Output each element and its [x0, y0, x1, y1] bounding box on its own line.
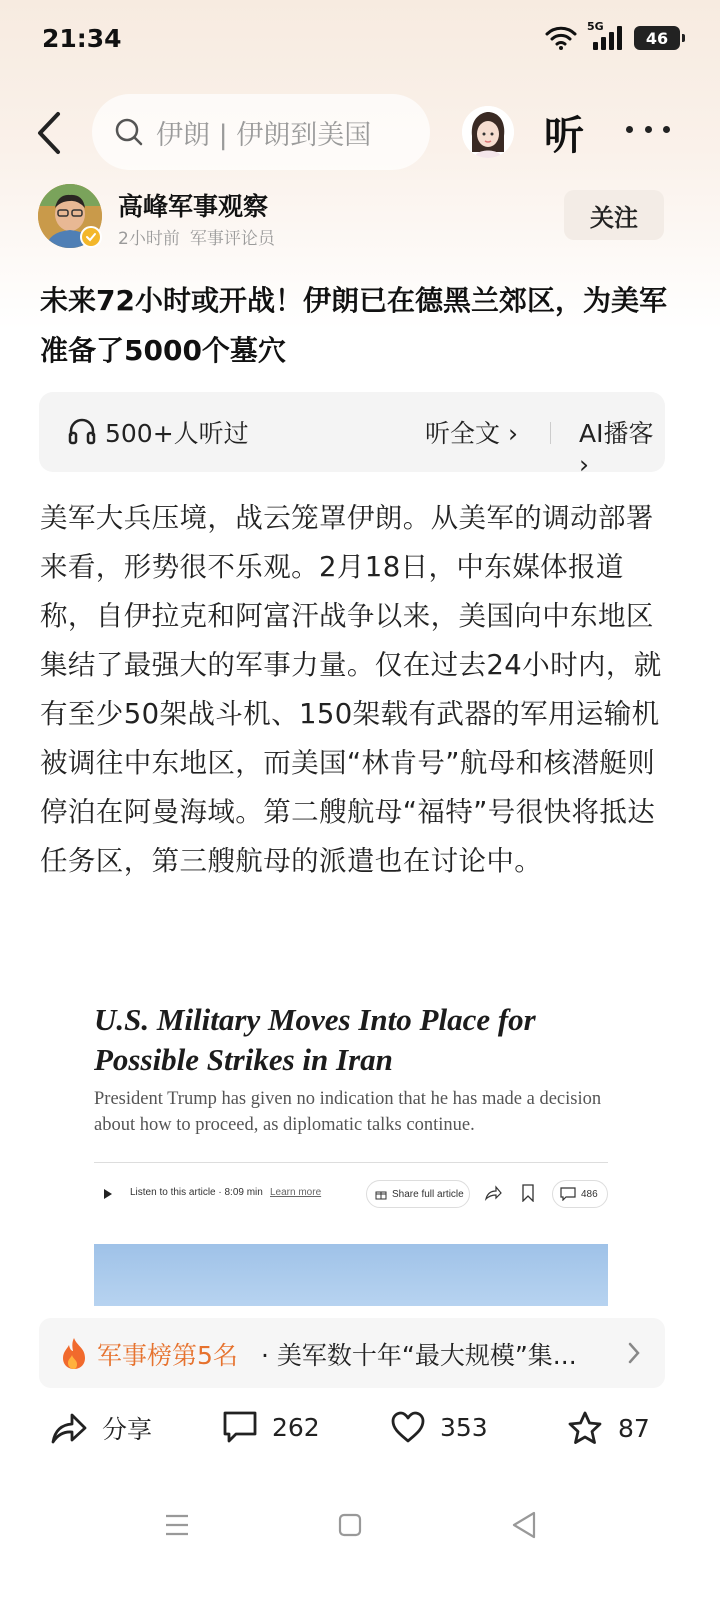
comment-button[interactable]: [222, 1410, 320, 1444]
ranking-title-text: 美军数十年“最大规模”集...: [276, 1341, 577, 1370]
divider: [94, 1162, 608, 1163]
chevron-right-icon: ›: [500, 419, 518, 448]
fire-icon: [59, 1336, 89, 1370]
embed-toolbar: [94, 1180, 608, 1208]
status-icons: [545, 20, 680, 50]
more-options-icon[interactable]: [626, 114, 670, 144]
battery-icon: [634, 26, 680, 50]
embed-listen-text: Listen to this article · 8:09 min: [130, 1187, 263, 1198]
divider: [550, 422, 551, 444]
assistant-avatar-icon[interactable]: [462, 106, 514, 158]
share-button[interactable]: [50, 1410, 152, 1446]
play-icon: [104, 1189, 112, 1199]
heart-icon: [390, 1410, 426, 1444]
chevron-right-icon: [627, 1340, 641, 1366]
system-navigation: [0, 1500, 720, 1560]
back-arrow-icon[interactable]: [30, 108, 70, 158]
status-bar: [0, 0, 720, 80]
ranking-label: 军事榜第5名: [97, 1341, 238, 1370]
follow-button[interactable]: 关注: [564, 190, 664, 240]
embed-photo: [94, 1244, 608, 1306]
author-role: 军事评论员: [189, 229, 275, 249]
embed-comment-pill: [552, 1180, 608, 1208]
comment-count: 262: [272, 1412, 320, 1442]
ai-podcast-button[interactable]: [579, 414, 665, 479]
listen-full-text-button[interactable]: [425, 414, 518, 450]
like-count: 353: [440, 1412, 488, 1442]
listener-count: 500+人听过: [105, 419, 249, 448]
search-input[interactable]: [92, 94, 430, 170]
comment-icon: [222, 1410, 258, 1444]
gift-icon: [375, 1188, 387, 1200]
embed-subhead: President Trump has given no indication that he has made a decision about how to proceed, as diplomatic talks continue.: [94, 1089, 602, 1135]
share-label: 分享: [102, 1415, 153, 1444]
status-time: 21:34: [42, 24, 122, 53]
like-button[interactable]: [390, 1410, 488, 1444]
ranking-separator: ·: [261, 1341, 269, 1370]
favorite-button[interactable]: [566, 1410, 650, 1446]
share-arrow-icon: [484, 1185, 502, 1201]
comment-icon: [560, 1187, 576, 1201]
favorite-count: 87: [618, 1413, 650, 1443]
listen-button[interactable]: 听: [544, 113, 584, 159]
home-icon[interactable]: [338, 1512, 362, 1538]
system-back-icon[interactable]: [510, 1510, 538, 1540]
search-query-text: 伊朗 | 伊朗到美国: [156, 119, 372, 151]
search-icon: [114, 117, 144, 147]
action-bar: [0, 1398, 720, 1464]
embed-headline: U.S. Military Moves Into Place for Possible Strikes in Iran: [94, 1002, 536, 1077]
author-meta: [118, 224, 275, 249]
embed-share-pill: [366, 1180, 470, 1208]
ai-podcast-label: AI播客: [579, 419, 654, 448]
wifi-icon: [545, 26, 577, 50]
post-time: 2小时前: [118, 229, 180, 249]
recent-apps-icon[interactable]: [164, 1512, 190, 1538]
network-type: 5G: [587, 20, 604, 33]
ranking-bar[interactable]: [39, 1318, 665, 1388]
headphones-icon: [67, 416, 97, 446]
audio-bar: [39, 392, 665, 479]
article-body: 美军大兵压境，战云笼罩伊朗。从美军的调动部署来看，形势很不乐观。2月18日，中东媒体报道称，自伊拉克和阿富汗战争以来，美国向中东地区集结了最强大的军事力量。仅在过去24小时内，就有至少50架战斗机、150架载有武器的军用运输机被调往中东地区，而美国“林肯号”航母和核潜艇则停泊在阿曼海域。第二艘航母“福特”号很快将抵达任务区，第三艘航母的派遣也在讨论中。: [40, 502, 662, 877]
article-title: 未来72小时或开战！伊朗已在德黑兰郊区，为美军准备了5000个墓穴: [40, 284, 667, 367]
embed-comment-count: 486: [581, 1188, 598, 1200]
listen-full-text-label: 听全文: [425, 419, 501, 448]
star-icon: [566, 1410, 604, 1446]
cellular-signal-icon: [587, 20, 622, 50]
chevron-right-icon: ›: [579, 450, 589, 479]
author-row: [0, 184, 720, 254]
embedded-article-image[interactable]: [40, 958, 664, 1306]
battery-level: 46: [645, 28, 669, 48]
share-icon: [50, 1411, 88, 1445]
ranking-title: [261, 1336, 617, 1372]
embed-learn-more: Learn more: [270, 1187, 322, 1198]
top-navigation: [0, 94, 720, 172]
embed-share-label: Share full article: [392, 1188, 464, 1200]
author-name[interactable]: 高峰军事观察: [118, 192, 269, 221]
bookmark-icon: [522, 1184, 534, 1202]
verified-badge-icon: [80, 226, 102, 248]
